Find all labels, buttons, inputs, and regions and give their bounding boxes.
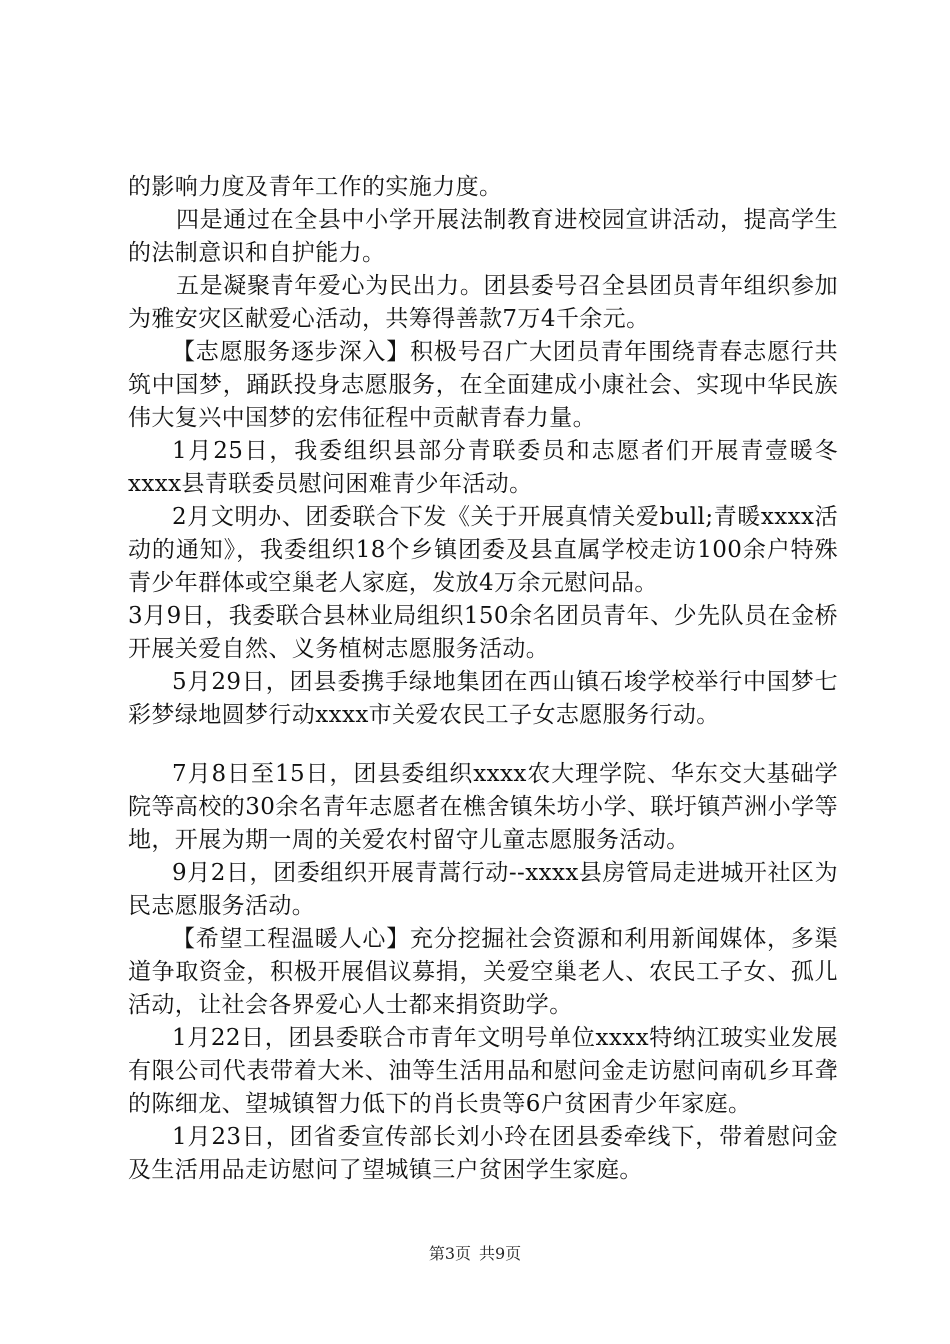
paragraph-item-five: 五是凝聚青年爱心为民出力。团县委号召全县团员青年组织参加为雅安灾区献爱心活动，共筹得善款7万4千余元。 — [128, 273, 838, 332]
paragraph-jan-25: 1月25日，我委组织县部分青联委员和志愿者们开展青壹暖冬xxxx县青联委员慰问困难青少年活动。 — [128, 438, 838, 497]
paragraph-may-29: 5月29日，团县委携手绿地集团在西山镇石埈学校举行中国梦七彩梦绿地圆梦行动xxxx市关爱农民工子女志愿服务行动。 — [128, 669, 838, 728]
paragraph-sep-2: 9月2日，团委组织开展青蒿行动--xxxx县房管局走进城开社区为民志愿服务活动。 — [128, 860, 838, 919]
page-footer — [0, 1244, 950, 1264]
document-body — [128, 171, 838, 1187]
paragraph-jan-23: 1月23日，团省委宣传部长刘小玲在团县委牵线下，带着慰问金及生活用品走访慰问了望城镇三户贫困学生家庭。 — [128, 1124, 838, 1183]
paragraph-jan-22: 1月22日，团县委联合市青年文明号单位xxxx特纳江玻实业发展有限公司代表带着大米、油等生活用品和慰问金走访慰问南矶乡耳聋的陈细龙、望城镇智力低下的肖长贵等6户贫困青少年家庭。 — [128, 1025, 838, 1117]
paragraph-item-four: 四是通过在全县中小学开展法制教育进校园宣讲活动，提高学生的法制意识和自护能力。 — [128, 207, 838, 266]
page-number: 第3页 — [428, 1244, 471, 1263]
section-heading-volunteer-service: 【志愿服务逐步深入】积极号召广大团员青年围绕青春志愿行共筑中国梦，踊跃投身志愿服务，在全面建成小康社会、实现中华民族伟大复兴中国梦的宏伟征程中贡献青春力量。 — [128, 339, 838, 431]
paragraph-mar-9: 3月9日，我委联合县林业局组织150余名团员青年、少先队员在金桥开展关爱自然、义务植树志愿服务活动。 — [128, 603, 838, 662]
paragraph-continuation: 的影响力度及青年工作的实施力度。 — [128, 174, 503, 200]
section-heading-hope-project: 【希望工程温暖人心】充分挖掘社会资源和利用新闻媒体，多渠道争取资金，积极开展倡议募捐，关爱空巢老人、农民工子女、孤儿活动，让社会各界爱心人士都来捐资助学。 — [128, 926, 838, 1018]
paragraph-jul-8: 7月8日至15日，团县委组织xxxx农大理学院、华东交大基础学院等高校的30余名青年志愿者在樵舍镇朱坊小学、联圩镇芦洲小学等地，开展为期一周的关爱农村留守儿童志愿服务活动。 — [128, 761, 838, 853]
paragraph-feb: 2月文明办、团委联合下发《关于开展真情关爱bull;青暖xxxx活动的通知》，我委组织18个乡镇团委及县直属学校走访100余户特殊青少年群体或空巢老人家庭，发放4万余元慰问品。 — [128, 504, 838, 596]
page-total: 共9页 — [479, 1244, 522, 1263]
